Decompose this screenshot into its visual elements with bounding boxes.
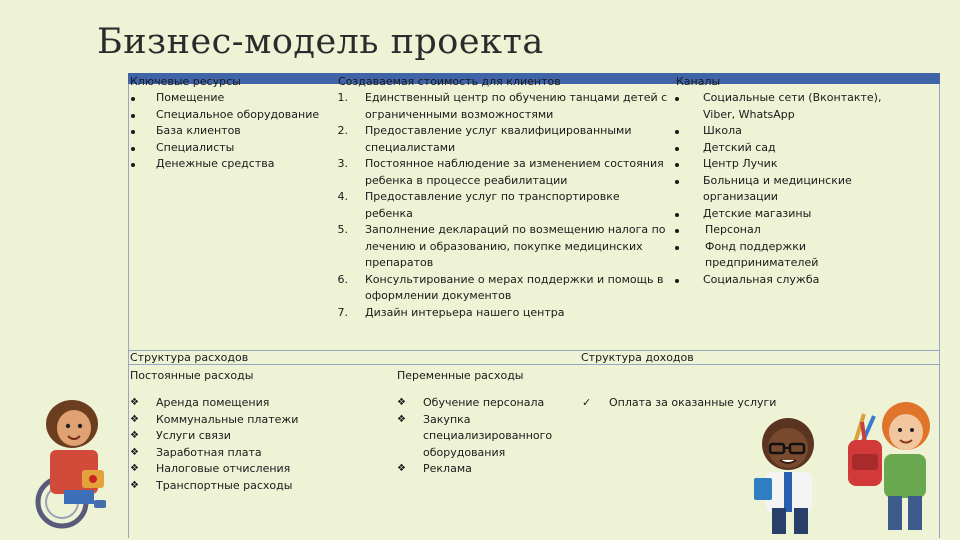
list-item: Детские магазины xyxy=(674,206,881,223)
list-item: Детский сад xyxy=(674,140,881,157)
list-item: База клиентов xyxy=(130,123,319,140)
channels-list xyxy=(674,90,881,288)
list-item: Социальные сети (Вконтакте), Viber, WhatsApp xyxy=(674,90,881,123)
list-item: ❖ Обучение персонала xyxy=(397,396,545,409)
list-item: ❖ Коммунальные платежи xyxy=(130,412,299,426)
variable-costs-header: Переменные расходы xyxy=(397,369,524,382)
section-divider xyxy=(128,364,940,365)
list-item: ❖ Транспортные расходы xyxy=(130,478,293,492)
list-item: Центр Лучик xyxy=(674,156,881,173)
page-title: Бизнес-модель проекта xyxy=(97,22,544,62)
list-item: 2. Предоставление услуг квалифицированными специалистами xyxy=(337,124,632,154)
list-item: 3. Постоянное наблюдение за изменением состояния ребенка в процессе реабилитации xyxy=(337,157,664,187)
list-item: Специалисты xyxy=(130,140,319,157)
channels-header: Каналы xyxy=(676,75,721,88)
list-item: 5. Заполнение деклараций по возмещению налога по лечению и образованию, покупке медицинских препаратов xyxy=(337,223,666,269)
list-item: 4. Предоставление услуг по транспортировке ребенка xyxy=(337,190,620,220)
resources-header: Ключевые ресурсы xyxy=(130,75,241,88)
list-item: Социальная служба xyxy=(674,272,881,289)
value-list xyxy=(332,90,667,321)
list-item: 7. Дизайн интерьера нашего центра xyxy=(337,305,565,319)
list-item: Денежные средства xyxy=(130,156,319,173)
list-item: 1. Единственный центр по обучению танцами детей с ограниченными возможностями xyxy=(337,91,668,121)
list-item: ❖ Услуги связи xyxy=(130,429,231,442)
boy-glasses-illustration xyxy=(748,404,838,538)
resources-list xyxy=(130,90,319,173)
list-item: 6. Консультирование о мерах поддержки и помощь в оформлении документов xyxy=(337,272,664,302)
costs-header: Структура расходов xyxy=(130,351,249,364)
fixed-costs-list xyxy=(130,395,298,494)
list-item: Специальное оборудование xyxy=(130,107,319,124)
list-item: Персонал xyxy=(674,222,881,239)
list-item: Больница и медицинские организации xyxy=(674,173,881,206)
section-divider xyxy=(128,350,940,351)
variable-costs-list xyxy=(397,395,552,478)
boy-backpack-illustration xyxy=(840,392,940,538)
list-item: ❖ Заработная плата xyxy=(130,445,262,459)
list-item: Школа xyxy=(674,123,881,140)
list-item: ❖ Аренда помещения xyxy=(130,396,270,409)
list-item: ❖ Налоговые отчисления xyxy=(130,462,291,475)
list-item: ❖ Закупка специализированного оборудования xyxy=(397,412,553,459)
girl-wheelchair-illustration xyxy=(30,390,130,530)
value-header: Создаваемая стоимость для клиентов xyxy=(338,75,561,88)
list-item: ✓ Оплата за оказанные услуги xyxy=(582,396,777,409)
list-item: Фонд поддержки предпринимателей xyxy=(674,239,881,272)
list-item: Помещение xyxy=(130,90,319,107)
fixed-costs-header: Постоянные расходы xyxy=(130,369,254,382)
list-item: ❖ Реклама xyxy=(397,462,472,475)
revenue-header: Структура доходов xyxy=(581,351,694,364)
